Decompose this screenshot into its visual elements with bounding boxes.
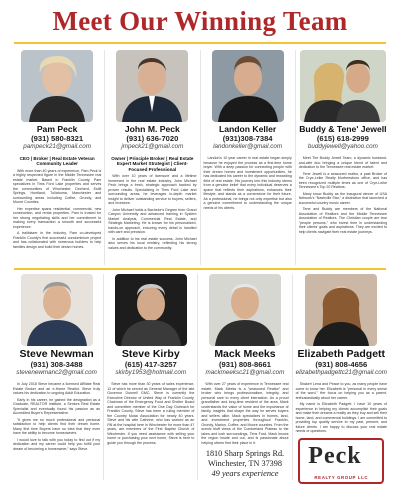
agent-card bbox=[10, 274, 103, 480]
agent-phone[interactable]: (931) 308-3488 bbox=[30, 360, 83, 369]
logo-subtitle: REALTY GROUP LLC bbox=[314, 474, 369, 480]
agent-name: Mack Meeks bbox=[214, 348, 276, 360]
agent-phone[interactable]: (615) 618-2999 bbox=[316, 134, 369, 143]
bio-paragraph: Steve has more than 30 years of sales experience, 13 of which he served as General Manager of the late Governor Dunnell GMC. Steve is currently the Executive Director of United Way of Franklin County, Chairman of the Emergency Food and Shelter Board and committee member of the One Day Outreach for Franklin County. Steve has been a ruling member of the Country Music Association for nearly 40 years. Steve and his wife Cathrine, who has worked as an RN at the hospital here in Winchester for more than 47 years, are members of the First Baptist Church of Winchester. If you need assistance with selling your home or purchasing your next home, Steve is here to guide you through the process. bbox=[107, 382, 195, 445]
agent-email[interactable]: mackmeeksc21@gmail.com bbox=[205, 369, 285, 376]
address-line: Winchester, TN 37398 bbox=[207, 459, 282, 468]
agent-email[interactable]: pampeck21@gmail.com bbox=[23, 143, 91, 150]
agent-bio bbox=[296, 382, 387, 434]
agents-row-top bbox=[10, 50, 390, 265]
logo-wordmark: Peck bbox=[308, 442, 362, 469]
company-logo bbox=[298, 438, 384, 484]
agent-email[interactable]: landonkeller@gmail.com bbox=[213, 143, 283, 150]
agent-card bbox=[295, 50, 390, 265]
bio-paragraph: My name is Elizabeth Padgett. I have 10 years of experience in helping my clients accomplish their goals and make their dreams a reality as they buy and sell their home, land, and commercial buildings. I am committed to providing top quality service to my past, present, and future clients. I am happy to discuss your real estate needs or questions. bbox=[295, 402, 388, 433]
bio-paragraph: Many know Buddy as the inaugural winner of USA Network's "Nashville Star," a distinction that launched a successful country music career. bbox=[298, 191, 387, 205]
agent-name: John M. Peck bbox=[124, 124, 180, 134]
bio-paragraph: Meet The Buddy Jewell Team, a dynamic husband-and-wife duo bringing a unique blend of talent and dedication to the Tennessee real estate market. bbox=[298, 156, 387, 169]
agent-name: Steve Kirby bbox=[121, 348, 180, 360]
agent-name: Pam Peck bbox=[36, 124, 78, 134]
agent-bio bbox=[299, 156, 387, 234]
agents-row-bottom bbox=[10, 274, 390, 480]
bio-paragraph: I would love to talk with you today to find out if my dedication and my career could help you fulfill your dream of becoming a homeowner," says Steve. bbox=[13, 437, 101, 451]
agent-photo bbox=[21, 274, 93, 346]
agent-name: Elizabeth Padgett bbox=[297, 348, 386, 360]
agent-name: Landon Keller bbox=[218, 124, 277, 134]
bio-paragraph: Landon's 10 year career in real estate began simply because he enjoyed the process as a first-time home buyer. With a deep passion for connecting people with their dream homes and investment opportunities, he has dedicated his career to the dynamic and rewarding field of real estate. His journey into this industry stems from a genuine belief that every individual deserves a space that reflects their aspirations, enhances their lifestyle, and stands as a cornerstone for their future. As a professional, he brings not only expertise but also a genuine commitment to understanding the unique needs of his clients. bbox=[203, 156, 292, 210]
agent-bio bbox=[108, 174, 196, 250]
agent-phone[interactable]: (931)308-7384 bbox=[222, 134, 273, 143]
row-divider bbox=[14, 268, 386, 270]
agent-photo bbox=[305, 274, 377, 346]
bio-paragraph: With over 27 years of experience in Tennessee real estate, Mack Meeks is a "seasoned Realtor" and broker who brings professionalism, integrity, and personal care to every client interaction. As a proud grandfather and long-time resident of the area, Mack understands the value of home and the importance of family, insights that shape the way he serves buyers and sellers alike. Mack specializes in homes, land, and investment properties throughout Franklin, Grundy, Marion, Coffee, and Moore counties. From the scenic bluff views of the Cumberland Plateau to the lakes and lush surroundings, Tims Ford, Mack knows the region inside and out, and is passionate about helping others find their place in it. bbox=[201, 382, 289, 445]
page-title: Meet Our Winning Team bbox=[52, 6, 348, 36]
agent-photo bbox=[116, 50, 188, 122]
agent-email[interactable]: buddyjewell@yahoo.com bbox=[307, 143, 378, 150]
agent-card bbox=[104, 50, 199, 265]
bio-paragraph: Shaker! Lena and Peace to you, as many people have come to know her. Elizabeth is "personal in every sense of the word." Her focus on helping you as a parent, enthusiastically about her career. bbox=[295, 382, 388, 400]
agent-photo bbox=[21, 50, 93, 122]
agent-phone[interactable]: (931) 808-4656 bbox=[315, 360, 368, 369]
agent-name: Steve Newman bbox=[19, 348, 94, 360]
agent-phone[interactable]: (931) 580-8321 bbox=[31, 134, 84, 143]
bio-paragraph: In July 2018 Steve became a licensed Affiliate Real Estate Broker and an e-Home Realtor. Steve truly values his dedication to ongoing Adult Education. bbox=[13, 382, 101, 395]
bio-paragraph: Tene Jewell is a seasoned realtor, a past Broker of the Crye-Leike Realty Murfreesboro office, and has been recognized multiple times as one of Crye-Leike Tennessee's Top 20 Realtors. bbox=[298, 171, 387, 189]
agent-photo bbox=[209, 274, 281, 346]
agent-bio bbox=[201, 382, 288, 445]
bio-paragraph: John Michael holds a Bachelor's Degree from Grand Canyon University and advanced training in System Market Analysis, Commercial Real Estate, and Strategic Marketing. He is known for his personalized, hands-on approach, ensuring every detail is handled with care and precision. bbox=[108, 207, 197, 235]
years-experience: 49 years experience bbox=[211, 469, 279, 478]
agent-card bbox=[200, 50, 295, 265]
agent-name: Buddy & Tene' Jewell bbox=[299, 124, 387, 134]
agent-email[interactable]: elizabethpadgettc21@gmail.com bbox=[295, 369, 388, 376]
agent-phone[interactable]: (615) 417-3257 bbox=[124, 360, 177, 369]
agent-card bbox=[292, 274, 390, 480]
agent-card bbox=[103, 274, 197, 480]
agent-email[interactable]: stevenewmanc2@gmail.com bbox=[16, 369, 97, 376]
agent-email[interactable]: jmpeck21@gmail.com bbox=[121, 143, 184, 150]
agent-photo bbox=[115, 274, 187, 346]
bio-paragraph: In addition to his real estate success, John Michael also serves his local ministry, reflecting his strong values and dedication to the community. bbox=[108, 236, 197, 250]
agent-photo bbox=[212, 50, 284, 122]
bio-paragraph: A trailblazer in the industry, Pam co-developed Franklin County's first successful condominium project and has collaborated with numerous builders to help families design and build their dream homes. bbox=[13, 231, 102, 249]
bio-paragraph: With more than 40 years of experience, Pam Peck is a highly respected figure in the Middle Tennessee real estate market. Based in Franklin County, Pam specializes in Tims Ford Lake properties and serves the communities of Winchester, Decherd, Estill Springs, Huntland, Tullahoma, Manchester and surrounding areas including Coffee, Grundy, and Moore Counties. bbox=[13, 168, 102, 205]
agent-email[interactable]: skirby1953@hotmail.com bbox=[115, 369, 187, 376]
agent-photo bbox=[300, 50, 386, 122]
agent-card bbox=[10, 50, 104, 265]
agent-phone[interactable]: (931) 808-8661 bbox=[219, 360, 271, 369]
agent-phone[interactable]: (931) 636-7020 bbox=[126, 134, 179, 143]
bio-paragraph: Her expertise spans residential, commercial, new construction, and rental properties. Pam is trusted for her strong negotiating skills and her commitment to making every transaction a smooth and successful experience. bbox=[13, 206, 102, 229]
agent-bio bbox=[13, 382, 100, 451]
agent-bio bbox=[107, 382, 194, 445]
bio-paragraph: "It gives me so much professional and personal satisfaction to help clients find their dream home. Many first time Buyers have no idea that they even have the ability to become homeowners. bbox=[13, 417, 101, 435]
agent-card bbox=[197, 274, 291, 480]
bio-paragraph: Early in his career, he gained the designation as a Graduate, REALTOR Institute, a Seniors Real Estate Specialist and eventually found his passion as an Accredited Buyer's Representative. bbox=[13, 397, 101, 415]
office-address bbox=[201, 449, 288, 479]
address-line: 1810 Sharp Springs Rd. bbox=[205, 449, 285, 458]
agent-bio bbox=[13, 169, 101, 250]
title-divider bbox=[14, 42, 386, 44]
bio-paragraph: Tene and Buddy are members of the National Association of Realtors and the Middle Tennessee Association of Realtors. The Christian couple are true "people persons," who invest time in understanding their clients' goals and aspirations. They are excited to help clients navigate their real estate journeys. bbox=[298, 207, 387, 234]
agent-headline: CEO | Broker | Real Estate Veteran Community Leader bbox=[19, 156, 95, 167]
agent-headline: Owner | Principle Broker | Real Estate Expert Market Strategist | Client-Focused Professional bbox=[111, 156, 194, 172]
agent-bio bbox=[204, 156, 292, 210]
bio-paragraph: With over 10 years of licensure and a lifetime immersed in the real estate industry, John Michael Peck brings a fresh, strategic approach backed by proven results. Specializing in Tims Ford Lake and surrounding areas, he leverages in-depth market insight to deliver outstanding service to buyers, sellers, and investors. bbox=[108, 174, 197, 206]
